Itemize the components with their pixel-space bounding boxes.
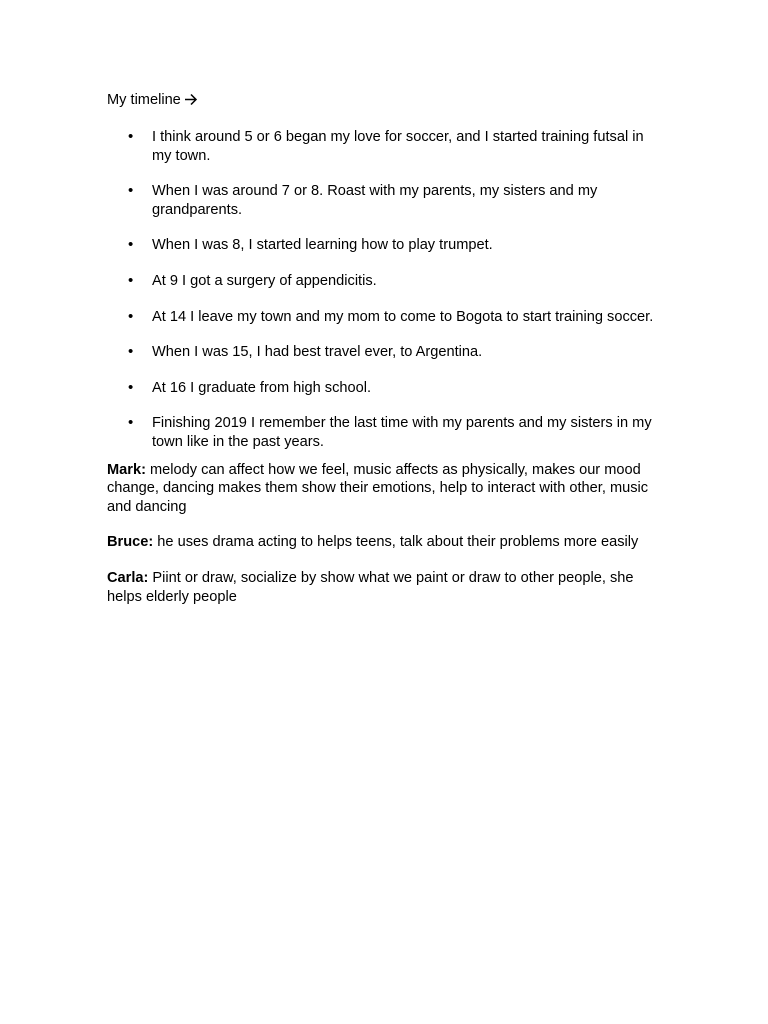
timeline-item bbox=[107, 236, 663, 255]
note-bruce bbox=[107, 533, 663, 552]
timeline-item-text: Finishing 2019 I remember the last time with my parents and my sisters in my town like in the past years. bbox=[152, 415, 652, 450]
bullet: • bbox=[128, 271, 134, 289]
note-name: Bruce: bbox=[107, 534, 154, 551]
timeline-item bbox=[107, 182, 663, 219]
timeline-item-text: At 9 I got a surgery of appendicitis. bbox=[152, 272, 377, 289]
timeline-item bbox=[107, 379, 663, 398]
timeline-item-text: When I was 15, I had best travel ever, to Argentina. bbox=[152, 344, 483, 361]
note-text: he uses drama acting to helps teens, talk about their problems more easily bbox=[153, 534, 639, 551]
note-name: Mark: bbox=[107, 461, 146, 478]
bullet: • bbox=[128, 182, 134, 200]
timeline-item bbox=[107, 414, 663, 451]
timeline-item bbox=[107, 272, 663, 291]
timeline-item bbox=[107, 308, 663, 327]
document-page bbox=[107, 90, 663, 606]
timeline-item-text: At 16 I graduate from high school. bbox=[152, 379, 372, 396]
timeline-heading bbox=[107, 90, 663, 112]
timeline-item-text: When I was around 7 or 8. Roast with my parents, my sisters and my grandparents. bbox=[152, 183, 598, 218]
timeline-list bbox=[107, 128, 663, 452]
bullet: • bbox=[128, 343, 134, 361]
timeline-item-text: When I was 8, I started learning how to play trumpet. bbox=[152, 237, 493, 254]
timeline-item bbox=[107, 343, 663, 362]
timeline-item-text: I think around 5 or 6 began my love for soccer, and I started training futsal in my town. bbox=[152, 129, 644, 164]
timeline-heading-text: My timeline bbox=[107, 92, 181, 108]
note-name: Carla: bbox=[107, 569, 149, 586]
bullet: • bbox=[128, 236, 134, 254]
timeline-item-text: At 14 I leave my town and my mom to come to Bogota to start training soccer. bbox=[152, 308, 654, 325]
timeline-item bbox=[107, 128, 663, 165]
note-mark bbox=[107, 461, 663, 517]
note-text: melody can affect how we feel, music affects as physically, makes our mood change, dancing makes them show their emotions, help to interact with other, music and dancing bbox=[107, 461, 649, 515]
arrow-right-icon bbox=[184, 92, 198, 112]
bullet: • bbox=[128, 378, 134, 396]
bullet: • bbox=[128, 307, 134, 325]
bullet: • bbox=[128, 414, 134, 432]
bullet: • bbox=[128, 128, 134, 145]
note-carla bbox=[107, 569, 663, 606]
note-text: Piint or draw, socialize by show what we paint or draw to other people, she helps elderly people bbox=[107, 569, 634, 605]
